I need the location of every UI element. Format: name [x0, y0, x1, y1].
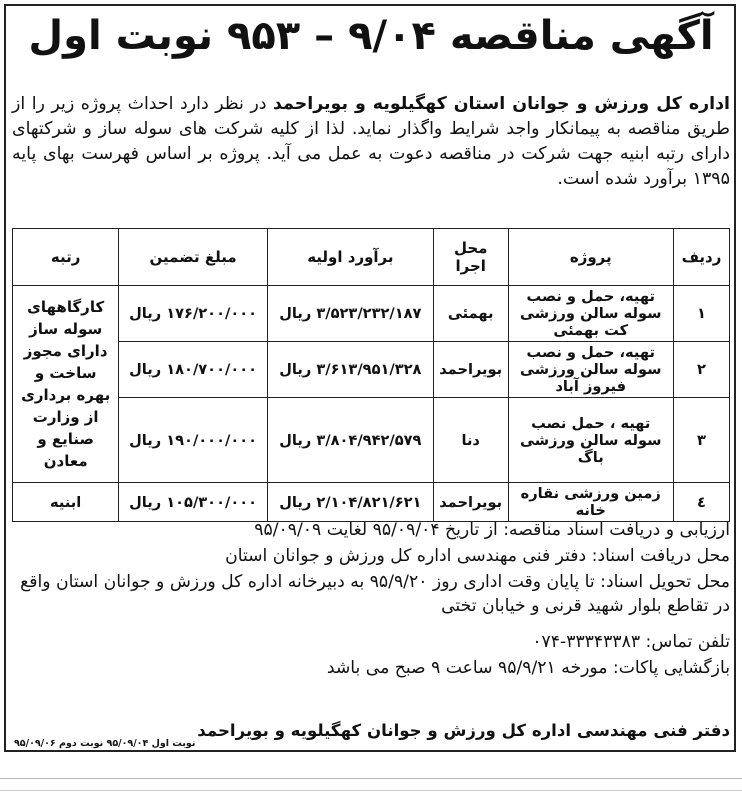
table-header-row [13, 229, 730, 286]
info-delivery: محل تحویل اسناد: تا پایان وقت اداری روز ۹۵/۹/۲۰ به دبیرخانه اداره کل ورزش و جوانان استان واقع در تقاطع بلوار شهید قرنی و خیابان تختی [20, 572, 730, 616]
cell-estimate: ۳/۶۱۳/۹۵۱/۳۲۸ ریال [267, 342, 433, 398]
cell-estimate: ۳/۵۲۳/۲۳۲/۱۸۷ ریال [267, 286, 433, 342]
header-guarantee: مبلغ تضمین [119, 229, 268, 286]
table-row [13, 286, 730, 342]
cell-estimate: ۳/۸۰۴/۹۴۲/۵۷۹ ریال [267, 398, 433, 483]
header-rank: رتبه [13, 229, 119, 286]
notice-title: آگهی مناقصه ۹/۰۴ – ۹۵۳ نوبت اول [28, 13, 714, 59]
info-phone: تلفن تماس: ۳۳۳۴۳۳۸۳-۰۷۴ [532, 632, 730, 652]
cell-guarantee: ۱۷۶/۲۰۰/۰۰۰ ریال [119, 286, 268, 342]
cell-project: زمین ورزشی نقاره خانه [508, 483, 673, 522]
intro-paragraph [12, 92, 730, 192]
info-documents-location: محل دریافت اسناد: دفتر فنی مهندسی اداره کل ورزش و جوانان استان [225, 546, 730, 566]
projects-table [12, 228, 730, 522]
cell-project: تهیه ، حمل نصب سوله سالن ورزشی باگ [508, 398, 673, 483]
divider [0, 790, 742, 791]
cell-location: بویراحمد [433, 483, 508, 522]
intro-text: در نظر دارد احداث پروژه زیر را از طریق مناقصه به پیمانکار واجد شرایط واگذار نماید. لذا از کلیه شرکت های سوله ساز و شرکتهای دارای رتبه ابنیه جهت شرکت در مناقصه دعوت به عمل می آید. پروژه بر اساس فهرست بهای پایه ۱۳۹۵ برآورد شده است. [12, 94, 730, 189]
header-location: محل اجرا [433, 229, 508, 286]
organization-name: اداره کل ورزش و جوانان استان کهگیلویه و بویراحمد [273, 94, 730, 114]
cell-estimate: ۲/۱۰۴/۸۲۱/۶۲۱ ریال [267, 483, 433, 522]
cell-guarantee: ۱۰۵/۳۰۰/۰۰۰ ریال [119, 483, 268, 522]
cell-rank: ابنیه [13, 483, 119, 522]
signature: دفتر فنی مهندسی اداره کل ورزش و جوانان کهگیلویه و بویراحمد [197, 721, 730, 740]
cell-location: بهمئی [433, 286, 508, 342]
header-estimate: برآورد اولیه [267, 229, 433, 286]
cell-location: دنا [433, 398, 508, 483]
cell-project: تهیه، حمل و نصب سوله سالن ورزشی فیروز آباد [508, 342, 673, 398]
cell-guarantee: ۱۸۰/۷۰۰/۰۰۰ ریال [119, 342, 268, 398]
info-opening: بازگشایی پاکات: مورخه ۹۵/۹/۲۱ ساعت ۹ صبح می باشد [326, 658, 730, 678]
cell-radif: ۲ [673, 342, 729, 398]
table-row [13, 342, 730, 398]
cell-radif: ٤ [673, 483, 729, 522]
cell-guarantee: ۱۹۰/۰۰۰/۰۰۰ ریال [119, 398, 268, 483]
header-radif: ردیف [673, 229, 729, 286]
table-row [13, 483, 730, 522]
header-project: پروژه [508, 229, 673, 286]
table-row [13, 398, 730, 483]
cell-project: تهیه، حمل و نصب سوله سالن ورزشی کت بهمئی [508, 286, 673, 342]
info-evaluation-dates: ارزیابی و دریافت اسناد مناقصه: از تاریخ ۹۵/۰۹/۰۴ لغایت ۹۵/۰۹/۰۹ [254, 520, 730, 540]
cell-radif: ۳ [673, 398, 729, 483]
cell-location: بویراحمد [433, 342, 508, 398]
divider [0, 778, 742, 779]
cell-rank-merged: کارگاههای سوله ساز دارای مجوز ساخت و بهره برداری از وزارت صنایع و معادن [13, 286, 119, 483]
cell-radif: ۱ [673, 286, 729, 342]
publication-dates: نوبت اول ۹۵/۰۹/۰۴ نوبت دوم ۹۵/۰۹/۰۶ [14, 738, 196, 749]
